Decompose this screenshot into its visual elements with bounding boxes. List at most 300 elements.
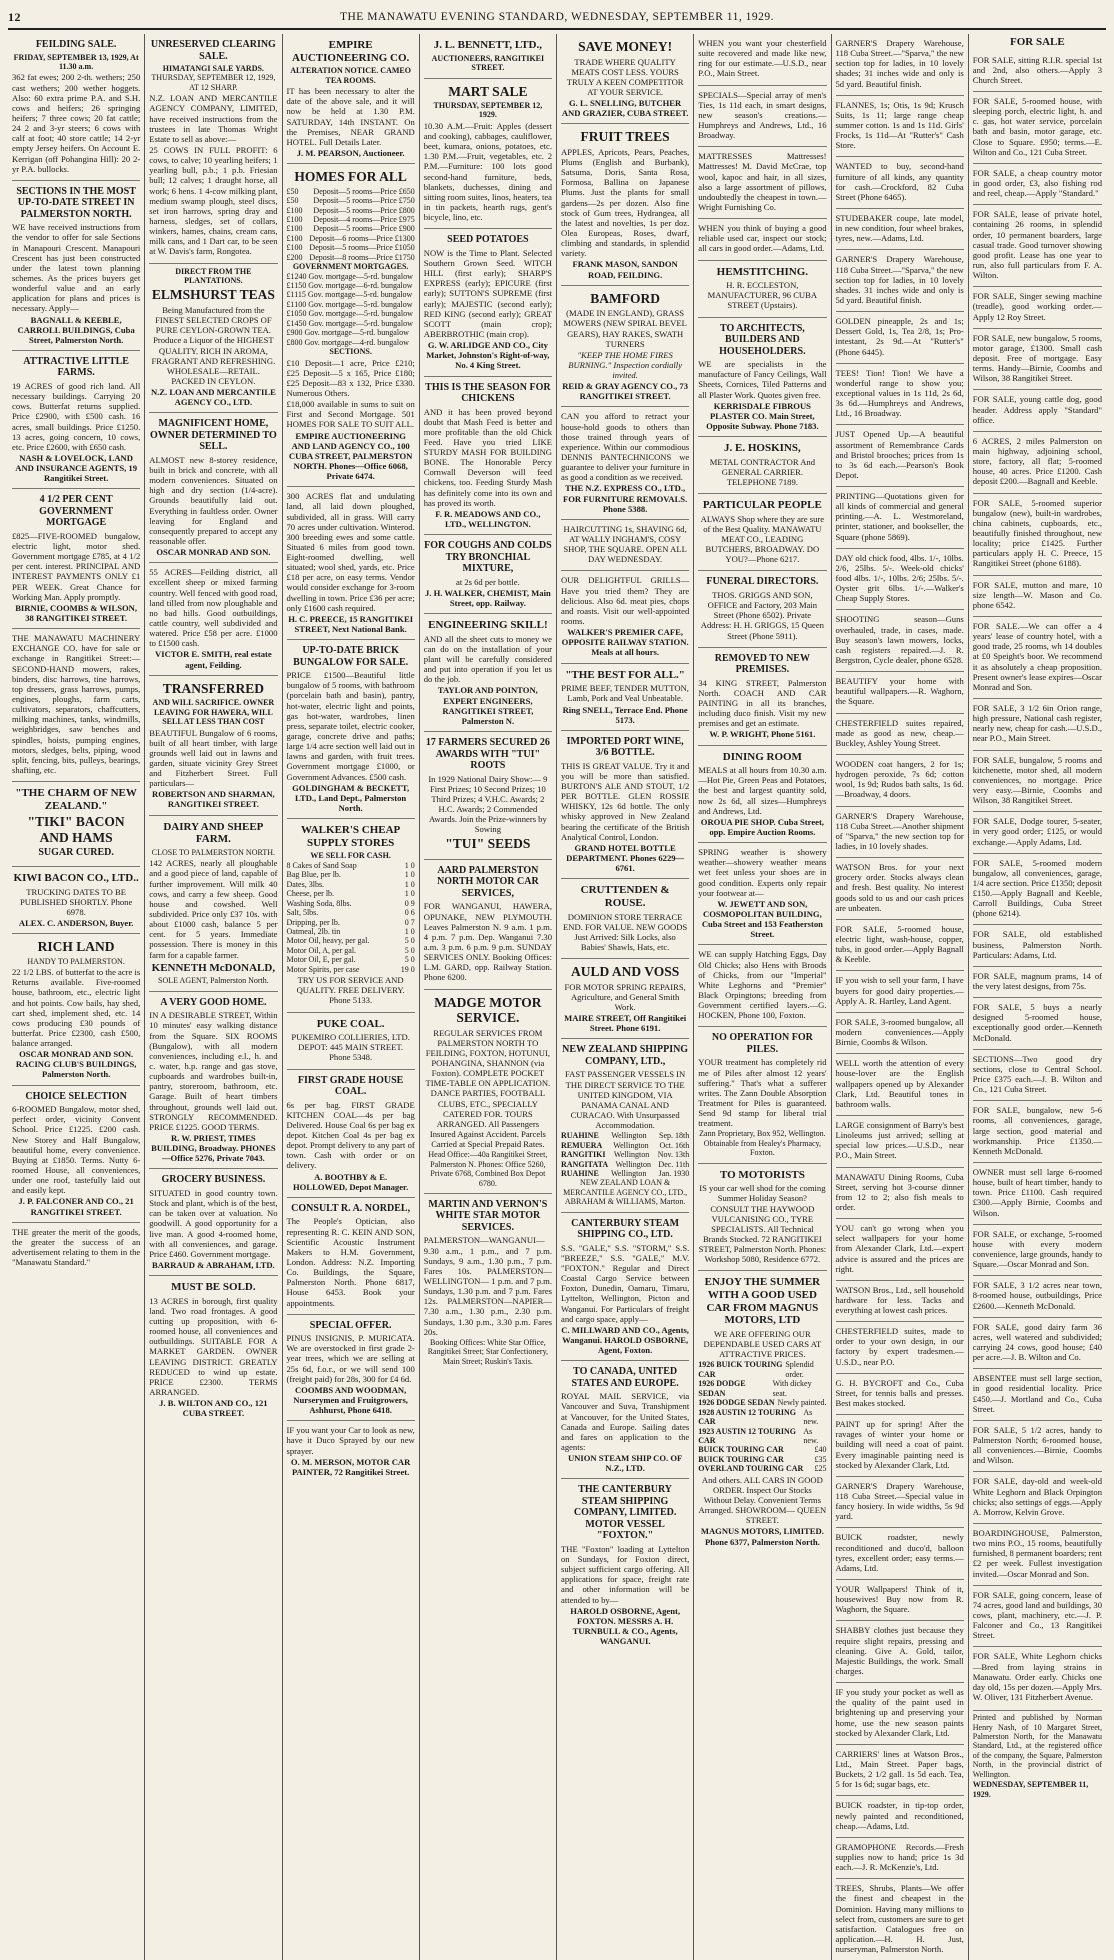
ad-hoskins bbox=[698, 437, 826, 494]
ad-signature: W. P. WRIGHT, Phone 5161. bbox=[709, 729, 816, 740]
ad-signature: ALEX. C. ANDERSON, Buyer. bbox=[18, 917, 134, 928]
car-model: BUICK TOURING CAR bbox=[698, 1454, 784, 1464]
classified-item bbox=[973, 699, 1102, 751]
list-desc: Deposit—5 rooms—Price £900 bbox=[313, 224, 415, 234]
ad-body: THIS IS GREAT VALUE. Try it and you will be more than satisfied. BURTON'S ALE AND STOUT, 1/2 PER BOTTLE. GLEN ROSSIE WHISKY, 12s 6d bottle. The only whisky approved in New Zealand bearing the certificate of the British Analytical Control, London. bbox=[561, 760, 690, 842]
ad-tail: And others. ALL CARS IN GOOD ORDER. Inspect Our Stocks Without Delay. Convenient Terms Arranged. SHOWROOM— QUEEN STREET. bbox=[698, 1474, 827, 1526]
ad-body: MANAWATU Dining Rooms, Cuba Street, serving hot 3-course dinner from 12 to 2; also fish meals to order. bbox=[835, 1171, 964, 1212]
ad-body: The People's Optician, also representing R. C. KEIN AND SON, Scientific Acoustic Instrument Makers to H.M. Government, London. Address: N.Z. Importing Co. Buildings, the Square, Palmerston North. Phone 6817, House 6453. Book your appointments. bbox=[286, 1216, 415, 1308]
ad-body: 362 fat ewes; 200 2-th. wethers; 250 cast wethers; 200 wether hoggets. Also: 60 extra prime P.A. and S.H. cows and heifers; 26 springing heifers; 7 three cows; 20 fat cattle; 24 2 and 3-yr steers; 6 cows with calf at foot; 40 store cattle; 14 2-yr empty Jersey heifers. On Account E. Kerrigan (off Pohangina Hill): 20 2-yr P.A. bullocks. bbox=[12, 72, 141, 174]
ad-funeral-directors bbox=[698, 571, 826, 647]
ad-heading: J. L. BENNETT, LTD., bbox=[433, 39, 542, 51]
ad-heading: RICH LAND bbox=[37, 939, 115, 955]
ad-subheading: CLOSE TO PALMERSTON NORTH. bbox=[151, 847, 275, 857]
small-ad bbox=[836, 1168, 964, 1220]
ad-signature: THE N.Z. EXPRESS CO., LTD., FOR FURNITURE REMOVALS. Phone 5388. bbox=[563, 483, 688, 514]
list-desc: Deposit—4 rooms—Price £975 bbox=[313, 214, 415, 224]
ad-signature: W. JEWETT AND SON, COSMOPOLITAN BUILDING, Cuba Street and 153 Featherston Street. bbox=[701, 898, 823, 940]
ad-machinery-exchange bbox=[12, 629, 140, 782]
small-ad bbox=[836, 1219, 964, 1281]
ad-kiwi-bacon bbox=[12, 867, 140, 934]
ad-house-coal bbox=[287, 1070, 415, 1198]
list-item bbox=[287, 899, 415, 908]
ad-body: CHESTERFIELD suites, made to order to your own design, in our factory by expert tradesmen.—U.S.D., near P.O. bbox=[835, 1326, 964, 1367]
list-price: £100 bbox=[286, 233, 303, 243]
ad-special-offer bbox=[287, 1315, 415, 1422]
ad-body: FOR SALE, or exchange, 5-roomed house with every modern convenience, large grounds, handy to Square.—Oscar Monrad and Son. bbox=[972, 1228, 1102, 1270]
ad-puke-coal bbox=[287, 1013, 415, 1070]
ad-signature: KERRISDALE FIBROUS PLASTER CO. Main Street, Opposite Subway. Phone 7183. bbox=[706, 400, 819, 431]
ad-heading: TO ARCHITECTS, BUILDERS AND HOUSEHOLDERS. bbox=[719, 322, 806, 357]
ad-tui-seeds bbox=[424, 732, 552, 860]
ad-heading: UP-TO-DATE BRICK BUNGALOW FOR SALE. bbox=[293, 645, 409, 668]
ad-body: IS your car well shod for the coming Summer Holiday Season? CONSULT THE HAYWOOD VULCANISING CO., TYRE SPECIALISTS. All Technical Brands Stocked. 72 RANGITIKEI STREET, Palmerston North. Phones: Workshop 5080, Residence 6772. bbox=[698, 1183, 827, 1265]
ad-body: WHEN you want your chesterfield suite recovered and made like new, ring for our estimate.—U.S.D., near P.O., Main Street. bbox=[698, 38, 827, 79]
imprint: Printed and published by Norman Henry Nash, of 10 Margaret Street, Palmerston North, for the Manawatu Standard, Ltd., at the registered office of the company, the Square, Palmerston North, in the provincial district of Wellington. bbox=[972, 1713, 1102, 1779]
ad-body: IN A DESIRABLE STREET, Within 10 minutes' easy walking distance from the Square. SIX ROOMS (Bungalow), with all modern conveniences, including e.l., h. and c. water, h.p. range and gas stove, cupboards and wardrobes built-in, pantry, storeroom, bathroom, etc. Garage. Built of heart timbers throughout, grounds well laid out. STRONGLY RECOMMENDED. PRICE £1225. GOOD TERMS. bbox=[149, 1010, 278, 1132]
ad-heading: AULD AND VOSS bbox=[570, 964, 680, 980]
car-note: As new. bbox=[803, 1407, 819, 1427]
list-price: 19 0 bbox=[400, 964, 415, 974]
small-ad bbox=[836, 1528, 964, 1580]
ad-signature: O. M. MERSON, MOTOR CAR PAINTER, 72 Rangitikei Street. bbox=[290, 1456, 411, 1477]
ad-heading: CONSULT R. A. NORDEL, bbox=[291, 1202, 411, 1214]
ad-engineering bbox=[424, 614, 552, 732]
sailing-list bbox=[561, 1131, 689, 1178]
ad-hatching-eggs bbox=[698, 945, 826, 1027]
list-item bbox=[698, 1455, 826, 1464]
ad-body: OUR DELIGHTFUL GRILLS—Have you tried them? They are delicious. Also 6d. meat pies, chops and roasts. Visit our well-appointed rooms. bbox=[561, 575, 690, 627]
ad-body: 55 ACRES—Feilding district, all excellent sheep or mixed farming country. Well fenced with good road, land tilled from now ploughable and no bad hills. Good outbuildings, cattle country, well subdivided and watered. Price £58 per acre. £1000 to £1500 cash. bbox=[149, 567, 278, 649]
ad-signature: H. C. PREECE, 15 RANGITIKEI STREET, Next National Bank. bbox=[288, 613, 414, 635]
ad-body: ALWAYS Shop where they are sure of the Best Quality. MANAWATU MEAT CO., LEADING BUTCHERS, BROADWAY. DO YOU?—Phone 6217. bbox=[700, 513, 825, 565]
ad-clearing-sale bbox=[149, 34, 277, 264]
ship-from: Wellington bbox=[611, 1131, 647, 1141]
classified-item bbox=[973, 1421, 1102, 1473]
classified-item bbox=[973, 1163, 1102, 1225]
small-ad bbox=[836, 971, 964, 1012]
ad-heading: IMPORTED PORT WINE, 3/6 BOTTLE. bbox=[566, 735, 684, 759]
ad-heading: MARTIN AND VERNON'S WHITE STAR MOTOR SERVICES. bbox=[428, 1198, 548, 1233]
ad-date: FRIDAY, SEPTEMBER 13, 1929, At 11.30 a.m. bbox=[13, 52, 139, 71]
ad-body: FOR SALE, 3 1/2 6in Orion range, high pressure, National cash register, nearly new, cheap for cash.—U.S.D., near P.O., Main Street. bbox=[972, 702, 1102, 744]
list-item bbox=[287, 253, 415, 262]
ad-white-star-motor bbox=[424, 1194, 552, 1371]
ad-body: FOR SALE, new bungalow, 5 rooms, motor garage, £1300. Small cash deposit. Free of mortgage. Easy terms. Handy—Birnie, Coombs and Wilson, 38 Rangitikei Street. bbox=[972, 332, 1102, 384]
ad-body: FOR WANGANUI, HAWERA, OPUNAKE, NEW PLYMOUTH. Leaves Palmerston N. 9 a.m. 1 p.m. 4 p.m. 7 p.m. Dep. Wanganui 7.30 a.m. 3 p.m. 6 p.m. 9 p.m. SUNDAY SERVICES ONLY. Booking Offices: L.M. GARD, opp. Railway Station. Phone 6200. bbox=[423, 901, 552, 983]
ad-heading: EMPIRE AUCTIONEERING CO. bbox=[291, 39, 410, 64]
ad-empire-auctioneering bbox=[287, 34, 415, 164]
ad-heading: PUKE COAL. bbox=[316, 1017, 385, 1030]
ad-shoe-repair bbox=[698, 843, 826, 945]
ad-signature: A. BOOTHBY & E. HOLLOWED, Depot Manager. bbox=[293, 1171, 409, 1192]
ad-heading: NO OPERATION FOR PILES. bbox=[711, 1032, 813, 1055]
ad-heading: ENGINEERING SKILL! bbox=[428, 619, 548, 632]
ad-signature: REID & GRAY AGENCY CO., 73 RANGITIKEI STREET. bbox=[562, 381, 689, 402]
ad-heading: AARD PALMERSTON NORTH MOTOR CAR SERVICES, bbox=[437, 864, 539, 899]
ad-heading: FOR COUGHS AND COLDS TRY BRONCHIAL MIXTURE, bbox=[424, 540, 552, 575]
ad-furniture-removals bbox=[561, 407, 689, 519]
ad-signature: G. W. ARLIDGE AND CO., City Market, Johnston's Right-of-way, No. 4 King Street. bbox=[426, 340, 550, 371]
used-car-list bbox=[698, 1360, 826, 1473]
ad-signature: GOLDINGHAM & BECKETT, LTD., Land Dept., Palmerston North. bbox=[292, 782, 410, 814]
ad-signature: GRAND HOTEL BOTTLE DEPARTMENT. Phones 6229—6761. bbox=[566, 842, 685, 874]
ad-body: CHESTERFIELD suites repaired, made as good as new, cheap.—Buckley, Ashley Young Street. bbox=[835, 717, 964, 748]
ad-heading: MUST BE SOLD. bbox=[171, 1281, 256, 1294]
ad-body: YOU can't go wrong when you select wallpapers for your home from Alexander Clark, Ltd.—expert advice is assured and the prices are right. bbox=[835, 1223, 964, 1274]
ad-body: STUDEBAKER coupe, late model, in new condition, four wheel brakes, tyres, new.—Adams, Ltd. bbox=[835, 212, 964, 244]
ad-heading: TRANSFERRED bbox=[162, 680, 264, 696]
list-item: £1450 Gov. mortgage—5-rd. bungalow bbox=[286, 318, 413, 328]
list-item bbox=[561, 1160, 689, 1169]
list-price: 1 0 bbox=[404, 889, 415, 899]
list-item bbox=[287, 870, 415, 879]
small-ad bbox=[836, 1838, 964, 1879]
ad-body: NOW is the Time to Plant. Selected Southern Grown Seed. WITCH HILL (first early); SHARP'S EXPRESS (early); EPICURE (first early); SUTTON'S SUPREME (first early); MAJESTIC (second early); RED KING (second early); GREAT SCOTT (main crop); ABERBROTHIC (main crop). bbox=[423, 247, 552, 339]
ad-body: THOS. GRIGGS AND SON, OFFICE and Factory, 203 Main Street (Phone 6502). Private Address: H. H. GRIGGS, 15 Queen Street (Phone 5911). bbox=[700, 589, 824, 641]
sections-heading: SECTIONS. bbox=[329, 347, 372, 357]
ad-charm-nz bbox=[12, 782, 140, 867]
ad-body: GARNER'S Drapery Warehouse, 118 Cuba Street.—"Sparva," the new section top for ladies, in 10 lovely shades; 31 inches wide and only is 5d yard. Beautiful finish. bbox=[835, 38, 964, 89]
ad-body: BUICK roadster, newly reconditioned and duco'd, balloon tyres, excellent order; easy terms.—Adams, Ltd. bbox=[835, 1532, 964, 1573]
ad-body: SITUATED in good country town. Stock and plant, which is of the best, can be taken over at valuation. No goodwill. A good opportunity for a live man. A good 4-roomed home, with all conveniences, and garage. Price £460. Government mortgage. bbox=[149, 1187, 278, 1259]
ad-body: 22 1/2 LBS. of butterfat to the acre is Returns available. Five-roomed house, bathroom, etc., electric light and hot points. Cow bails, hay shed, cart shed, implement shed, etc. 14 cows producing £30 pounds of butterfat. Price £2300, cash £500, balance arranged. bbox=[12, 967, 141, 1049]
small-ad bbox=[836, 425, 964, 487]
small-ad bbox=[836, 1013, 964, 1054]
ad-body: G. H. BYCROFT and Co., Cuba Street, for tennis balls and presses. Best makes stocked. bbox=[835, 1377, 964, 1409]
ad-heading: "THE CHARM OF NEW ZEALAND." bbox=[15, 787, 137, 812]
ad-body: WATSON Bros. for your next grocery order. Stocks always clean and fresh. Best quality. No interest goods sold to us and our cash prices are unbeaten. bbox=[835, 862, 964, 913]
ad-heading: ATTRACTIVE LITTLE FARMS. bbox=[23, 355, 129, 379]
ship-date: Dec. 11th bbox=[658, 1159, 690, 1169]
ad-300-acres bbox=[287, 487, 415, 640]
ad-heading: FIRST GRADE HOUSE COAL. bbox=[297, 1074, 404, 1098]
ad-body: WE ARE OFFERING OUR DEPENDABLE USED CARS AT ATTRACTIVE PRICES. bbox=[703, 1329, 822, 1360]
list-desc: Deposit—5 rooms—Price £750 bbox=[313, 196, 415, 206]
list-item bbox=[287, 889, 415, 898]
ad-body: 300 ACRES flat and undulating land, all laid down ploughed, subdivided, all in grass. Will carry 70 acres under cultivation. Winterod. 300 breeding ewes and some cattle. Situated 6 miles from good town. Eight-roomed dwelling, well situated; wool shed, yards, etc. Price £18 per acre, on easy terms. Vendor would consider exchange for 3-room dwelling in town. Price £36 per acre; only £1600 cash required. bbox=[286, 491, 415, 613]
list-price: 1 0 bbox=[404, 860, 415, 870]
ad-body: 13 ACRES in borough, first quality land. Two road frontages. A good cutting up proposition, with 6-roomed house, all conveniences and outbuildings. SUITABLE FOR A MARKET GARDEN. OWNER LEAVING DISTRICT. GREATLY REDUCED to wind up estate. PRICE £2300. TERMS ARRANGED. bbox=[149, 1295, 278, 1397]
ad-heading: SAVE MONEY! bbox=[578, 39, 673, 54]
ad-heading: KIWI BACON CO., LTD.. bbox=[13, 871, 139, 884]
ad-port-wine bbox=[561, 731, 689, 880]
ad-body: AND all the sheet cuts to money we can do on the installation of your plant will be carefully considered and put into operation if you let us do the job. bbox=[423, 633, 552, 685]
ad-body: MATTRESSES Mattresses! Mattresses! M. David McCrae, top wool, kapoc and hair, in all sizes, also a large assortment of pillows, undoubtedly the cheapest in town.—Wright Furnishing Co. bbox=[698, 151, 827, 212]
ad-body: ABSENTEE must sell large section, in good residential locality. Price £450.—J. Mortland and Co., Cuba Street. bbox=[972, 1373, 1102, 1414]
list-price: 1 0 bbox=[404, 870, 415, 880]
small-ad bbox=[836, 487, 964, 549]
ad-body: TEES! Tion! Tion! We have a wonderful range to show you; exceptional values in 1s 11d, 2s 6d, 3s 6d.—Humphreys and Andrews, Ltd., 16 Broadway. bbox=[835, 367, 964, 419]
car-note: £40 bbox=[814, 1445, 827, 1455]
ship-name: RUAHINE bbox=[561, 1131, 599, 1141]
classified-item bbox=[973, 1225, 1102, 1277]
ad-body: FOR SALE, 5-roomed superior bungalow (new), built-in wardrobes, china cabinets, cupboards, etc., beautifully finished throughout, new locality; price £1425. Further particulars apply H. C. Preece, 15 Rangitikei Street (phone 6188). bbox=[972, 497, 1102, 569]
list-item: £800 Gov. mortgage—4-rd. bungalow bbox=[286, 337, 409, 347]
small-ad bbox=[836, 96, 964, 158]
classified-item bbox=[973, 854, 1102, 926]
ad-heading: NEW ZEALAND SHIPPING COMPANY, LTD., bbox=[562, 1044, 689, 1067]
ad-signature: Ring SNELL, Terrace End. Phone 5173. bbox=[562, 704, 688, 725]
small-ad bbox=[836, 858, 964, 920]
gov-mortgages-list bbox=[287, 272, 415, 348]
ad-body: 6 ACRES, 2 miles Palmerston on main highway, adjoining school, store, factory, all flat; 5-roomed house, 40 acres. Price £1200. Cash deposit £200.—Bagnall and Keeble. bbox=[972, 435, 1102, 487]
car-note: Newly painted. bbox=[777, 1398, 827, 1408]
ad-government-mortgage bbox=[12, 489, 140, 629]
ad-body: FLANNES, 1s; Otis, 1s 9d; Krusch Suits, 1s 11; large range cheap summer cotton. 1s and 1s 11d. Girls' Frocks, 1s 11d—At "Rutter's" Cash Store. bbox=[835, 99, 964, 151]
ad-chesterfield bbox=[698, 34, 826, 86]
ad-signature: OSCAR MONRAD AND SON. bbox=[156, 547, 271, 558]
small-ad bbox=[836, 250, 964, 312]
ad-body: FOR SALE, 5-roomed modern bungalow, all conveniences, garage, 1/4 acre section. Price £1350; deposit £150.—Apply Bagnall and Keeble, Carroll Buildings, Cuba Street (phone 6214). bbox=[972, 857, 1102, 919]
ad-grocery-business bbox=[149, 1169, 277, 1276]
ad-55-acres bbox=[149, 563, 277, 675]
ad-body: WE can supply Hatching Eggs, Day Old Chicks; also Hens with Broods of Chicks, from our "Imperial" White Leghorns and "Premier" Black Orpingtons; breeding from Government certified layers.—G. HOCKEN, Phone 100, Foxton. bbox=[698, 949, 827, 1021]
ad-heading: PARTICULAR PEOPLE bbox=[702, 499, 822, 512]
ad-body: (MADE IN ENGLAND), GRASS MOWERS (NEW SPIRAL BEVEL GEARS), HAY RAKES, SWATH TURNERS bbox=[563, 308, 687, 349]
ad-signature: Head Office:—40a Rangitikei Street, Palmerston N. Phones: Office 5260, Private 6768, Combined Box Depot 6780. bbox=[428, 1150, 548, 1188]
ad-signature: J. B. WILTON AND CO., 121 CUBA STREET. bbox=[159, 1398, 268, 1419]
ad-signature: UNION STEAM SHIP CO. OF N.Z., LTD. bbox=[567, 1453, 683, 1474]
classified-item bbox=[973, 494, 1102, 576]
ad-body: TREES, Shrubs, Plants—We offer the finest and cheapest in the Dominion. Having many millions to select from, customers are sure to get satisfaction. Catalogues free on application.—H. H. Just, nurseryman, Palmerston North. bbox=[835, 1883, 964, 1955]
ad-body: PALMERSTON—WANGANUI— 9.30 a.m., 1 p.m., and 7 p.m. Sundays, 9 a.m., 1.30 p.m., 7 p.m. Fares 10s. PALMERSTON—WELLINGTON— 1 p.m. and 7 p.m. Sundays, 1.30 p.m. and 7 p.m. Fares 12s. PALMERSTON—NAPIER— 7.30 a.m., 1.30 p.m., 2.30 p.m. Sundays, 1.30 p.m., 3.30 p.m. Fares 20s. bbox=[423, 1235, 552, 1337]
ad-subheading: HIMATANGI SALE YARDS. bbox=[162, 64, 264, 73]
ad-haircutting bbox=[561, 520, 689, 572]
imprint-date: WEDNESDAY, SEPTEMBER 11, 1929. bbox=[972, 1780, 1089, 1799]
list-item: £1100 Gov. mortgage—5-rd. bungalow bbox=[286, 299, 413, 309]
ad-body: 6s per bag. FIRST GRADE KITCHEN COAL—4s per bag Delivered. House Coal 6s per bag ex depot. Kitchen Coal 4s per bag ex depot. Prompt delivery to any part of town. Cash with order or on delivery. bbox=[286, 1099, 415, 1171]
classified-item bbox=[973, 576, 1102, 617]
ad-body: DAY old chick food, 4lbs. 1/-, 10lbs. 2/6, 25lbs. 5/-. Week-old chicks' food 4lbs. 1/-, 10lbs. 2/6; 25lbs. 5/-. Oyster grit 6lbs. 1/-.—Walker's Cheap Supply Stores. bbox=[835, 552, 964, 604]
ad-body: FOR SALE, lease of private hotel, containing 26 rooms, in splendid order, 10 permanent boarders, large casual trade. Good turnover showing good profit. Lease has one year to run, also full particulars from F. A. Wilton. bbox=[972, 209, 1102, 281]
ad-body: SHABBY clothes just because they require slight repairs, pressing and cleaning. Give A. Gold, tailor, Majestic Buildings, the work. Small charges. bbox=[835, 1625, 964, 1676]
car-model: 1928 AUSTIN 12 TOURING CAR bbox=[698, 1407, 796, 1427]
ad-body: JUST Opened Up.—A beautiful assortment of Remembrance Cards and Bristol brooches; prices from 1s to 3s 6d each.—Pearson's Book Depot. bbox=[835, 429, 964, 480]
small-ad bbox=[836, 714, 964, 755]
ad-body: GARNER'S Drapery Warehouse, 118 Cuba Street.—"Sparva," the new section top for ladies, in 10 lovely shades. 31 inches wide and only is 5d yard. Beautiful finish. bbox=[835, 254, 964, 305]
ad-body: FOR SALE, bungalow, new 5-6 rooms, all conveniences, garage, large section, good material and workmanship. Price £1350.—Kenneth McDonald. bbox=[972, 1105, 1102, 1156]
list-desc: Dates, 3lbs. bbox=[286, 879, 325, 889]
classified-heading: FOR SALE bbox=[1010, 36, 1065, 48]
ad-chickens bbox=[424, 377, 552, 536]
list-item bbox=[287, 196, 415, 205]
car-note: Splendid order. bbox=[785, 1360, 814, 1379]
small-ad bbox=[836, 34, 964, 96]
ad-motorists bbox=[698, 1164, 826, 1272]
ad-body: FAST PASSENGER VESSELS IN THE DIRECT SERVICE TO THE UNITED KINGDOM, VIA PANAMA CANAL AND CURACAO. With Unsurpassed Accommodation. bbox=[564, 1069, 686, 1131]
small-ad bbox=[836, 1054, 964, 1116]
ad-walkers-stores bbox=[287, 819, 415, 1012]
list-price: £100 bbox=[286, 205, 303, 215]
ad-body: FOR SALE, 3-roomed bungalow, all modern conveniences.—Apply Birnie, Coombs & Wilson. bbox=[835, 1016, 964, 1048]
ad-heading: MAGNIFICENT HOME, OWNER DETERMINED TO SELL. bbox=[149, 418, 277, 453]
ad-body: 6-ROOMED Bungalow, motor shed, perfect order, vicinity Convent School. Price £1225. £200 cash. New Storey and Half Bungalow, beautiful home, every convenience. Buying at £1850. Terms. Nutty 6-roomed House, all conveniences, under one roof, tastefully laid out and easily kept. bbox=[12, 1104, 141, 1196]
ad-must-be-sold bbox=[149, 1276, 277, 1423]
ad-body: PRINTING—Quotations given for all kinds of commercial and general printing.—A. L. Westmoreland, printer, stationer, and bookseller, the Square (phone 5869). bbox=[835, 491, 964, 542]
list-desc: Cheese, per lb. bbox=[286, 889, 335, 899]
ad-canada-usa bbox=[561, 1361, 689, 1479]
ad-body: 19 ACRES of good rich land. All necessary buildings. Carrying 20 cows. Butterfat returns supplied. Price £2900, with £500 cash. 16 acres, small buildings. Price £1250. 13 acres, going concern, 10 cows, etc. Price £2600, with £650 cash. bbox=[12, 380, 141, 452]
ad-columns bbox=[8, 34, 1106, 1955]
ad-merit-notice bbox=[12, 1223, 140, 1274]
ad-body: N.Z. LOAN AND MERCANTILE AGENCY COMPANY, LIMITED, have received instructions from the trustees in late Thomas Wright Estate to sell as above:— bbox=[149, 93, 278, 144]
list-item bbox=[698, 1445, 826, 1454]
list-desc: Deposit—5 rooms—Price £1050 bbox=[309, 243, 415, 253]
ad-body: IF you wish to sell your farm, I have buyers for good dairy properties.—Apply A. R. Hartley, Land Agent. bbox=[835, 975, 964, 1006]
small-ad bbox=[836, 364, 964, 426]
classified-item bbox=[973, 1524, 1102, 1586]
ad-signature: G. L. SNELLING, BUTCHER AND GRAZIER, CUBA STREET. bbox=[561, 98, 689, 119]
list-item bbox=[561, 1141, 689, 1150]
list-item bbox=[561, 1131, 689, 1140]
list-item bbox=[698, 1360, 826, 1379]
ad-heading: SPECIAL OFFER. bbox=[309, 1319, 392, 1331]
ad-signature: Booking Offices: White Star Office, Rangitikei Street; Star Confectionery, Main Street; Ruskin's Taxis. bbox=[427, 1337, 549, 1366]
ad-heading: A VERY GOOD HOME. bbox=[160, 996, 267, 1008]
list-item: £1240 Gov. mortgage—5-rd. bungalow bbox=[286, 271, 413, 281]
ad-body: METAL CONTRACTOR And GENERAL CARRIER. TELEPHONE 7189. bbox=[709, 456, 816, 487]
classified-item bbox=[973, 1647, 1102, 1708]
ad-signature: MAGNUS MOTORS, LIMITED. Phone 6377, Palmerston North. bbox=[700, 1526, 824, 1547]
list-desc: Motor Spirits, per case bbox=[286, 964, 360, 974]
ad-body: FOR MOTOR SPRING REPAIRS, Agriculture, and General Smith Work. bbox=[564, 981, 686, 1012]
ad-signature: BIRNIE, COOMBS & WILSON, 38 RANGITIKEI STREET. bbox=[15, 602, 138, 623]
classified-item bbox=[973, 164, 1102, 205]
ad-signature: COOMBS AND WOODMAN, Nurserymen and Fruitgrowers, Ashhurst, Phone 6418. bbox=[293, 1384, 408, 1416]
list-desc: Deposit—5 rooms—Price £800 bbox=[313, 205, 415, 215]
column-2 bbox=[145, 34, 282, 1960]
ad-mattresses bbox=[698, 147, 826, 219]
small-ad bbox=[836, 1796, 964, 1837]
classified-list bbox=[973, 51, 1102, 1708]
ad-list: 25 COWS IN FULL PROFIT: 6 cows, to calve; 10 yearling heifers; 1 yearling bull, p.b.; 1 p.b. Friesian bull; 12 calves; 1 draught horse, all work; 6 hens. 1 4-cow milking plant, medium swamp plough, steel discs, set iron harrows, spring dray and harness, sledges, set of collars, winkers, hames, chains, cream cans, milk cans, and 1 Dart car, to be seen at W. Davis's farm, Rongotea. bbox=[149, 145, 278, 257]
car-model: 1926 DODGE SEDAN bbox=[698, 1398, 775, 1408]
ad-heading: SECTIONS IN THE MOST UP-TO-DATE STREET IN PALMERSTON NORTH. bbox=[16, 185, 136, 220]
classified-item bbox=[973, 1276, 1102, 1317]
ad-heading: MADGE MOTOR SERVICE. bbox=[434, 994, 542, 1026]
ad-new-premises bbox=[698, 648, 826, 746]
list-desc: Deposit—5 rooms—Price £650 bbox=[313, 186, 415, 196]
ad-body: PAINT up for spring! After the ravages of winter your home or building will need a coat of paint. Every imaginable painting need is stocked by Alexander Clark, Ltd. bbox=[835, 1419, 964, 1470]
ad-body: AND it has been proved beyond doubt that Mash Feed is better and more profitable than the old Chick Feed. Have you tried LIKE STURDY MASH FOR BUILDING BONE. The Honorable Percy Cornwall Deverson will feed chickens, too. Feeding Sturdy Mash has definitely come into its own and has proved its worth. bbox=[423, 406, 552, 508]
ad-mart-sale bbox=[424, 79, 552, 230]
list-desc: Dripping, per lb. bbox=[286, 917, 340, 927]
sections-body: £10 Deposit—1 acre, Price £210; £25 Deposit—5 x 165, Price £180; £25 Deposit—83 x 132, Price £330. Numerous Others. bbox=[286, 357, 415, 398]
ad-body: SHOOTING season—Guns overhauled, trade, in cases, made. Buy season's lawn mowers, locks, cash registers repaired.—J. R. Bergstron, Cycle dealer, phone 6528. bbox=[835, 614, 964, 666]
classified-item bbox=[973, 432, 1102, 494]
ad-body: OWNER must sell large 6-roomed house, built of heart timber, handy to town. Price £1100. Cash required £300.—Apply Birnie, Coombs and Wilson. bbox=[972, 1167, 1102, 1218]
ship-date: Sep. 18th bbox=[659, 1131, 690, 1141]
ad-body: at 2s 6d per bottle. bbox=[456, 576, 520, 587]
ad-very-good-home bbox=[149, 992, 277, 1170]
list-item bbox=[287, 861, 415, 870]
ad-body: WE have received instructions from the vendor to offer for sale Sections in Manapouri Crescent. Manapouri Crescent has just been constructed under the latest town planning schemes. As the prices buyers get wonderful value and an early application for plans and prices is necessary. Apply— bbox=[12, 222, 141, 314]
ad-body: YOUR Wallpapers! Think of it, housewives! Buy now from R. Waghorn, the Square. bbox=[835, 1584, 964, 1615]
ad-rich-land bbox=[12, 934, 140, 1086]
small-ad bbox=[836, 807, 964, 859]
ad-agent-name: KENNETH McDONALD, bbox=[151, 961, 276, 974]
masthead bbox=[8, 6, 1106, 30]
small-ad bbox=[836, 755, 964, 807]
ad-body: S.S. "GALE," S.S. "STORM," S.S. "BREEZE," S.S. "GALE," M.V. "FOXTON." Regular and Direct Coastal Cargo Service between Foxton, Dunedin, Oamaru, Timaru, Lyttelton, Wellington, Picton and Wanganui. For Particulars of freight and cargo space, apply— bbox=[561, 1242, 690, 1324]
ad-signature: NASH & LOVELOCK, LAND AND INSURANCE AGENTS, 19 Rangitikei Street. bbox=[15, 452, 137, 484]
ad-body: FOR SALE, Dodge tourer, 5-seater, in very good order; £125, or would exchange.—Apply Adams, Ltd. bbox=[972, 816, 1102, 847]
ad-body: 10.30 A.M.—Fruit: Apples (dessert and cooking), cabbages, cauliflower, beet, kumara, onions, potatoes, etc. 1.30 P.M.—Fruit, vegetables, etc. 2 P.M.—Furniture: 100 lots good second-hand furniture, beds, blankets, duchesses, dining and sitting room suites, linos, heaters, tea in tin packets, hearth rugs, gent's bicycle, lino, etc. bbox=[423, 120, 552, 223]
ad-body: IF you want your Car to look as new, have it Duco Sprayed by our new sprayer. bbox=[286, 1425, 415, 1456]
car-model: BUICK TOURING CAR bbox=[698, 1445, 784, 1455]
ad-signature: Zann Proprietary, Box 952, Wellington. Obtainable from Healey's Pharmacy, Foxton. bbox=[699, 1129, 826, 1158]
classified-item bbox=[973, 1586, 1102, 1648]
ad-body: MEALS at all hours from 10.30 a.m.—Hot Pie, Green Peas and Potatoes, the best and largest quantity sold, now 2s 6d, all sizes—Humphreys and Andrews, Ltd. bbox=[698, 765, 827, 816]
ad-body: THE MANAWATU MACHINERY EXCHANGE CO. have for sale or exchange in Rangitikei Street:— SECOND-HAND mowers, rakes, binders, disc harrows, tine harrows, top dressers, grass harrows, pumps, engines, ploughs, farm carts, cultivators, separators, chaffcutters, milking machines, tanks, windmills, weighbridges, saw benches and spindles, hoists, pumping engines, motors, sledges, belts, piping, wood split, fencing, bits, pulleys, bearings, shafting, etc. bbox=[12, 633, 141, 775]
car-note: £25 bbox=[814, 1464, 827, 1474]
ad-body: REGULAR SERVICES FROM PALMERSTON NORTH TO FEILDING, FOXTON, HOTUNUI, POHANGINA, SHANNON (via Foxton). COMPLETE POCKET TIME-TABLE ON APPLICATION. DANCE PARTIES, FOOTBALL CLUBS, ETC., SPECIALLY CATERED FOR. TOURS ARRANGED. All Passengers Insured Against Accident. Parcels Carried at Special Prepaid Rates. bbox=[425, 1027, 551, 1150]
ad-body: FOR SALE, 5 1/2 acres, handy to Palmerston North; 6-roomed house, all conveniences.—Birnie, Coombs and Wilson. bbox=[972, 1424, 1102, 1466]
classified-item bbox=[973, 1050, 1102, 1102]
small-ad bbox=[836, 672, 964, 713]
list-price: 0 6 bbox=[404, 908, 415, 918]
ad-heading: CHOICE SELECTION bbox=[25, 1090, 127, 1102]
ad-body: GRAMOPHONE Records.—Fresh supplies now to hand; price 1s 3d each.—J. R. McKenzie's, Ltd. bbox=[835, 1841, 964, 1873]
small-ad bbox=[836, 1683, 964, 1745]
list-item bbox=[287, 936, 415, 945]
ad-body: SPECIALS—Special array of men's Ties, 1s 11d each, in smart designs, new season's creations.—Humphreys and Andrews, Ltd., 16 Broadway. bbox=[698, 89, 827, 141]
ad-subheading: AUCTIONEERS, RANGITIKEI STREET. bbox=[431, 53, 545, 73]
column-5 bbox=[557, 34, 694, 1960]
list-item bbox=[287, 243, 415, 252]
column-7 bbox=[832, 34, 969, 1960]
list-item bbox=[287, 908, 415, 917]
list-item bbox=[287, 946, 415, 955]
ad-heading: WALKER'S CHEAP SUPPLY STORES bbox=[300, 824, 401, 849]
list-desc: Deposit—8 rooms—Price £1750 bbox=[309, 252, 415, 262]
small-ad bbox=[836, 549, 964, 611]
ad-body: PINUS INSIGNIS, P. MURICATA. We are overstocked in first grade 2-year trees, which we are selling at 25s 6d, f.o.r., or we will send 100 (freight paid) for 28s, 300 for £4 6d. bbox=[286, 1333, 415, 1384]
price-list bbox=[287, 861, 415, 974]
ad-signature: R. W. PRIEST, TIMES BUILDING, Broadway. PHONES—Office 5276, Private 7043. bbox=[151, 1133, 276, 1164]
ad-body: In 1929 National Dairy Show:— 9 First Prizes; 10 Second Prizes; 10 Third Prizes; 4 V.H.C. Awards; 2 H.C. Awards; 2 Commended Awards. Join the Prize-winners by Sowing bbox=[428, 773, 548, 835]
list-price: 1 0 bbox=[404, 879, 415, 889]
ad-bennett-auctioneers bbox=[424, 34, 552, 79]
ad-signature: BAGNALL & KEEBLE, CARROLL BUILDINGS, Cuba Street, Palmerston North. bbox=[17, 314, 135, 345]
ad-sections bbox=[12, 181, 140, 351]
list-price: £50 bbox=[286, 186, 299, 196]
ad-transferred bbox=[149, 676, 277, 816]
ad-subheading: AND WILL SACRIFICE. OWNER LEAVING FOR HAWERA, WILL SELL AT LESS THAN COST bbox=[152, 698, 275, 727]
ad-signature: F. R. MEADOWS AND CO., LTD., WELLINGTON. bbox=[435, 508, 541, 530]
small-ad bbox=[836, 1374, 964, 1415]
ad-brick-bungalow bbox=[287, 640, 415, 819]
ad-heading: GROCERY BUSINESS. bbox=[161, 1174, 266, 1186]
ad-body: GARNER'S Drapery Warehouse, 118 Cuba Street.—Special value in fancy hosiery. In wide widths, 5s 9d yard. bbox=[835, 1480, 964, 1522]
ad-particular-people bbox=[698, 494, 826, 571]
ad-brand: ELMSHURST TEAS bbox=[151, 287, 275, 303]
list-desc: Bag Blue, per lb. bbox=[286, 870, 341, 880]
small-ad bbox=[836, 1116, 964, 1168]
ad-heading: FUNERAL DIRECTORS. bbox=[706, 576, 819, 588]
list-item bbox=[287, 187, 415, 196]
ad-magnus-motors bbox=[698, 1271, 826, 1551]
ad-heading: REMOVED TO NEW PREMISES. bbox=[714, 652, 810, 676]
ad-signature: C. MILLWARD AND CO., Agents, Wanganui. HAROLD OSBORNE, Agent, Foxton. bbox=[561, 1324, 689, 1356]
ad-car-painter bbox=[287, 1421, 415, 1482]
ad-body: FOR SALE, young cattle dog, good header. Address apply "Standard" office. bbox=[972, 394, 1102, 425]
classified-item bbox=[973, 925, 1102, 966]
ship-date: Nov. 13th bbox=[657, 1150, 690, 1160]
ad-homes-for-all bbox=[287, 164, 415, 487]
ad-signature: FRANK MASON, SANDON ROAD, FEILDING. bbox=[572, 259, 678, 280]
